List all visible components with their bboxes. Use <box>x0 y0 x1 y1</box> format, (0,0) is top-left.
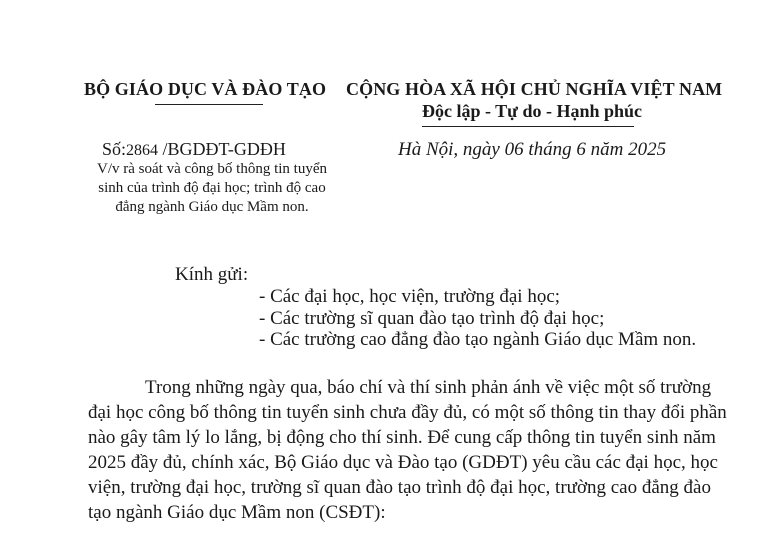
recipient-item: - Các trường cao đẳng đào tạo ngành Giáo dục Mầm non. <box>259 329 697 350</box>
document-number-value: 2864 <box>126 142 159 159</box>
body-line: đại học công bố thông tin tuyển sinh chưa đầy đủ, có một số thông tin thay đổi phần <box>88 402 727 423</box>
subject-line: sinh của trình độ đại học; trình độ cao <box>98 180 326 196</box>
recipient-item: - Các đại học, học viện, trường đại học; <box>259 286 561 307</box>
document-number <box>102 139 286 160</box>
document-subject <box>78 160 346 217</box>
body-line: viện, trường đại học, trường sĩ quan đào tạo trình độ đại học, trường cao đẳng đào <box>88 477 711 498</box>
recipient-item: - Các trường sĩ quan đào tạo trình độ đại học; <box>259 308 605 329</box>
subject-line: V/v rà soát và công bố thông tin tuyển <box>97 161 327 177</box>
motto-underline <box>422 126 634 127</box>
place-and-date: Hà Nội, ngày 06 tháng 6 năm 2025 <box>398 139 667 160</box>
national-motto: Độc lập - Tự do - Hạnh phúc <box>422 101 643 121</box>
agency-underline <box>155 104 263 105</box>
body-line: tạo ngành Giáo dục Mầm non (CSĐT): <box>88 502 386 523</box>
issuing-agency: BỘ GIÁO DỤC VÀ ĐÀO TẠO <box>84 79 327 99</box>
document-number-suffix: /BGDĐT-GDĐH <box>158 139 286 159</box>
body-line: Trong những ngày qua, báo chí và thí sinh phản ánh về việc một số trường <box>145 377 712 398</box>
subject-line: đẳng ngành Giáo dục Mầm non. <box>115 199 309 215</box>
recipients-greeting: Kính gửi: <box>175 264 249 285</box>
body-line: 2025 đầy đủ, chính xác, Bộ Giáo dục và Đào tạo (GDĐT) yêu cầu các đại học, học <box>88 452 718 473</box>
national-title: CỘNG HÒA XÃ HỘI CHỦ NGHĨA VIỆT NAM <box>346 79 723 99</box>
document-number-prefix: Số: <box>102 139 127 159</box>
body-paragraph <box>88 375 727 525</box>
body-line: nào gây tâm lý lo lắng, bị động cho thí sinh. Để cung cấp thông tin tuyển sinh năm <box>88 427 716 448</box>
